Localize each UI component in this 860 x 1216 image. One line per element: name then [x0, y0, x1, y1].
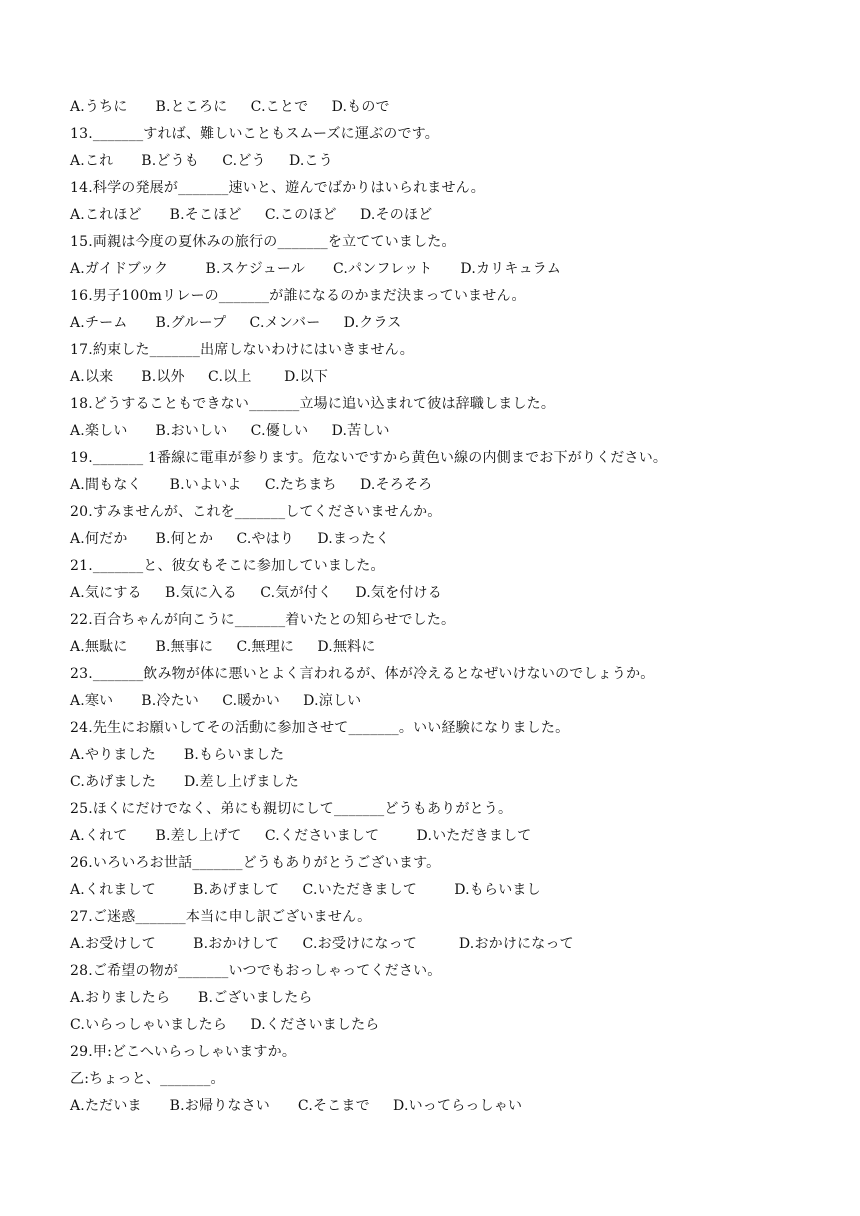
question-22: 22.百合ちゃんが向こうに_______着いたとの知らせでした。 [70, 612, 456, 628]
question-23: 23._______飲み物が体に悪いとよく言われるが、体が冷えるとなぜいけないのでしょうか。 [70, 666, 655, 682]
options-line: A.くれて B.差し上げて C.くださいまして D.いただきまして [70, 828, 532, 844]
question-18: 18.どうすることもできない_______立場に追い込まれて彼は辞職しました。 [70, 396, 556, 412]
question-28: 28.ご希望の物が_______いつでもおっしゃってください。 [70, 963, 442, 979]
options-line: A.おりましたら B.ございましたら [70, 990, 313, 1006]
options-line: A.気にする B.気に入る C.気が付く D.気を付ける [70, 585, 442, 601]
options-line: A.くれまして B.あげまして C.いただきまして D.もらいまし [70, 882, 541, 898]
options-line: A.うちに B.ところに C.ことで D.もので [70, 99, 390, 115]
options-line: A.これ B.どうも C.どう D.こう [70, 153, 333, 169]
question-20: 20.すみませんが、これを_______してくださいませんか。 [70, 504, 442, 520]
question-15: 15.両親は今度の夏休みの旅行の_______を立てていました。 [70, 234, 456, 250]
options-line: A.ただいま B.お帰りなさい C.そこまで D.いってらっしゃい [70, 1098, 523, 1114]
question-29: 29.甲:どこへいらっしゃいますか。 [70, 1044, 297, 1060]
question-17: 17.約束した_______出席しないわけにはいきません。 [70, 342, 414, 358]
question-19: 19._______ 1番線に電車が参ります。危ないですから黄色い線の内側までお下がりください。 [70, 450, 668, 466]
question-list [70, 97, 830, 1123]
question-25: 25.ほくにだけでなく、弟にも親切にして_______どうもありがとう。 [70, 801, 513, 817]
options-line: A.何だか B.何とか C.やはり D.まったく [70, 531, 390, 547]
options-line: A.無駄に B.無事に C.無理に D.無料に [70, 639, 376, 655]
question-26: 26.いろいろお世話_______どうもありがとうございます。 [70, 855, 441, 871]
options-line: A.チーム B.グループ C.メンバー D.クラス [70, 315, 402, 331]
options-line: A.間もなく B.いよいよ C.たちまち D.そろそろ [70, 477, 433, 493]
question-13: 13._______すれば、難しいこともスムーズに運ぶのです。 [70, 126, 439, 142]
dialogue-line: 乙:ちょっと、_______。 [70, 1071, 225, 1087]
options-line: C.あげました D.差し上げました [70, 774, 299, 790]
question-16: 16.男子100mリレーの_______が誰になるのかまだ決まっていません。 [70, 288, 526, 304]
options-line: A.以来 B.以外 C.以上 D.以下 [70, 369, 329, 385]
question-27: 27.ご迷惑_______本当に申し訳ございません。 [70, 909, 372, 925]
question-14: 14.科学の発展が_______速いと、遊んでばかりはいられません。 [70, 180, 485, 196]
options-line: C.いらっしゃいましたら D.くださいましたら [70, 1017, 380, 1033]
options-line: A.ガイドブック B.スケジュール C.パンフレット D.カリキュラム [70, 261, 562, 277]
options-line: A.お受けして B.おかけして C.お受けになって D.おかけになって [70, 936, 574, 952]
options-line: A.楽しい B.おいしい C.優しい D.苦しい [70, 423, 390, 439]
options-line: A.これほど B.そこほど C.このほど D.そのほど [70, 207, 433, 223]
options-line: A.寒い B.冷たい C.暖かい D.涼しい [70, 693, 362, 709]
question-21: 21._______と、彼女もそこに参加していました。 [70, 558, 385, 574]
question-24: 24.先生にお願いしてその活動に参加させて_______。いい経験になりました。 [70, 720, 570, 736]
options-line: A.やりました B.もらいました [70, 747, 285, 763]
